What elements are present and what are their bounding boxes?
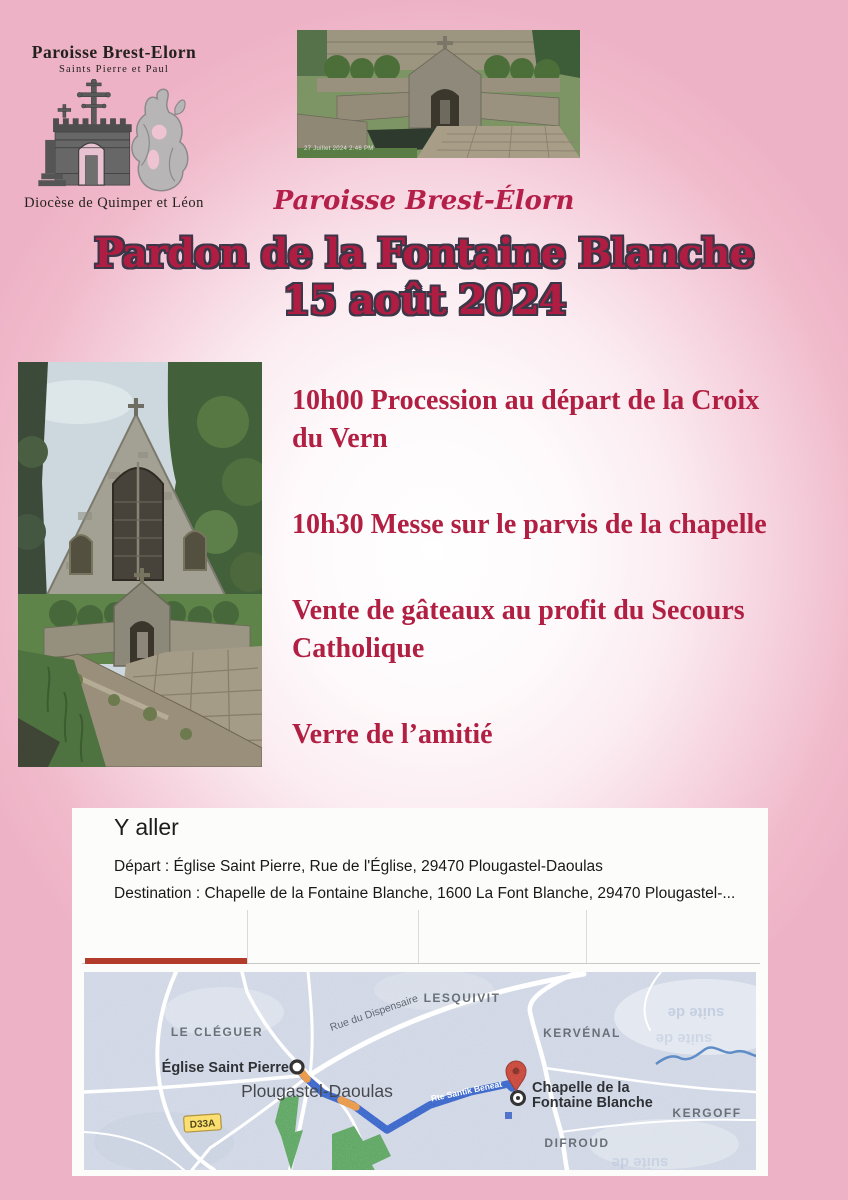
tab-separator bbox=[418, 910, 419, 964]
event-title-line1: Pardon de la Fontaine Blanche bbox=[94, 230, 754, 277]
active-tab-indicator bbox=[85, 958, 247, 964]
route-map bbox=[84, 972, 756, 1170]
directions-panel bbox=[72, 808, 768, 1176]
event-date: 15 août 2024 bbox=[282, 276, 566, 324]
schedule-item-vente: Vente de gâteaux au profit du Secours Catholique bbox=[292, 595, 745, 665]
route-map-art bbox=[84, 972, 756, 1170]
chapel-photo-art bbox=[18, 362, 262, 767]
schedule-item-procession: 10h00 Procession au départ de la Croix du Vern bbox=[292, 385, 760, 455]
fountain-photo-art bbox=[297, 30, 580, 158]
event-title bbox=[0, 231, 848, 325]
photo-watermark: 27 Juillet 2024 2:46 PM bbox=[304, 146, 374, 152]
logo-subtitle: Saints Pierre et Paul bbox=[58, 64, 170, 75]
logo-title: Paroisse Brest-Elorn bbox=[31, 42, 197, 62]
tab-separator bbox=[247, 910, 248, 964]
logo-diocese: Diocèse de Quimper et Léon bbox=[24, 195, 204, 211]
schedule-list bbox=[292, 382, 770, 754]
parish-name: Paroisse Brest-Élorn bbox=[273, 186, 575, 216]
schedule-item-messe: 10h30 Messe sur le parvis de la chapelle bbox=[292, 509, 767, 541]
calvary-engraving-icon bbox=[35, 79, 193, 193]
schedule-item-verre: Verre de l’amitié bbox=[292, 719, 493, 751]
scan-noise-overlay bbox=[84, 972, 756, 1170]
depart-line: Départ : Église Saint Pierre, Rue de l'Église, 29470 Plougastel-Daoulas bbox=[114, 858, 603, 875]
destination-line: Destination : Chapelle de la Fontaine Blanche, 1600 La Font Blanche, 29470 Plougastel-... bbox=[114, 885, 736, 902]
fountain-photo bbox=[297, 30, 580, 158]
chapel-photo bbox=[18, 362, 262, 767]
tab-separator bbox=[586, 910, 587, 964]
directions-title: Y aller bbox=[114, 814, 179, 840]
